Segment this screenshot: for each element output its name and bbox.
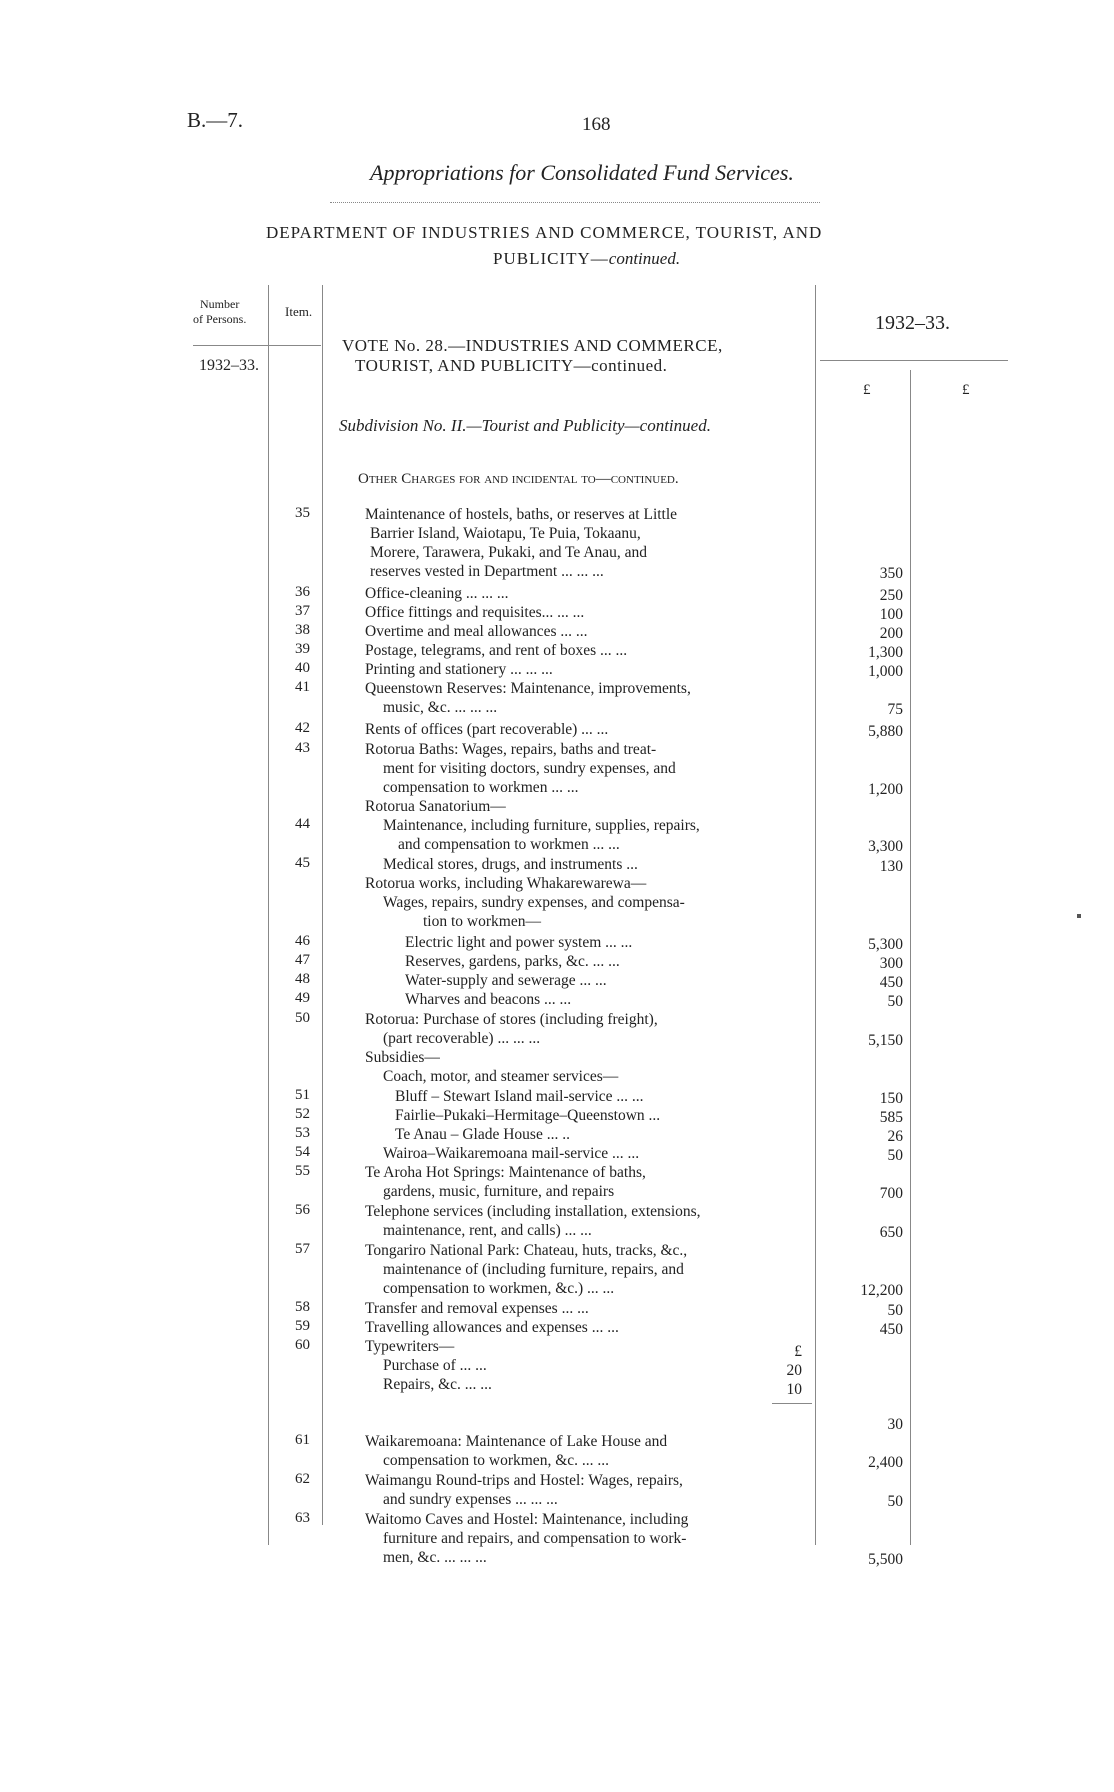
item-description: (part recoverable) ... ... ...: [383, 1030, 541, 1047]
vote-heading-line2: TOURIST, AND PUBLICITY—continued.: [355, 356, 668, 375]
item-description: Postage, telegrams, and rent of boxes ... ...: [365, 642, 628, 659]
item-number: 58: [295, 1299, 310, 1315]
item-description: ment for visiting doctors, sundry expenses, and: [383, 760, 676, 777]
item-number: 51: [295, 1087, 310, 1103]
item-description: Rotorua Baths: Wages, repairs, baths and treat-: [365, 741, 657, 758]
item-description: Coach, motor, and steamer services—: [383, 1068, 619, 1085]
department-continued: continued.: [608, 249, 681, 268]
persons-label-line1: Number: [200, 297, 240, 311]
item-amount: 75: [887, 701, 903, 718]
item-amount: 1,000: [868, 663, 903, 680]
item-description: Wairoa–Waikaremoana mail-service ... ...: [383, 1145, 640, 1162]
item-description: Electric light and power system ... ...: [405, 934, 633, 951]
pound-sign-col1: £: [863, 382, 871, 398]
item-description: furniture and repairs, and compensation to work-: [383, 1530, 687, 1547]
subdivision-heading: Subdivision No. II.—Tourist and Publicity—continued.: [339, 416, 711, 435]
pound-sign-col2: £: [962, 382, 970, 398]
item-column-header: Item.: [285, 304, 313, 319]
item-description: Medical stores, drugs, and instruments ...: [383, 856, 638, 873]
item-amount: 350: [879, 565, 903, 582]
item-amount: 5,880: [868, 723, 903, 740]
item-amount: 150: [879, 1090, 903, 1107]
item-description: Morere, Tarawera, Pukaki, and Te Anau, and: [370, 544, 648, 561]
item-number: 41: [295, 679, 310, 695]
rule-amount-right: [910, 370, 911, 1545]
item-number: 50: [295, 1010, 310, 1026]
item-number: 46: [295, 933, 310, 949]
item-description: Typewriters—: [365, 1338, 455, 1355]
item-description: Tongariro National Park: Chateau, huts, tracks, &c.,: [365, 1242, 688, 1259]
item-description: Reserves, gardens, parks, &c. ... ...: [405, 953, 620, 970]
item-description: maintenance, rent, and calls) ... ...: [383, 1222, 592, 1239]
item-amount: 5,150: [868, 1032, 903, 1049]
item-description: Water-supply and sewerage ... ...: [405, 972, 607, 989]
item-description: Waikaremoana: Maintenance of Lake House and: [365, 1433, 668, 1450]
item-description: and sundry expenses ... ... ...: [383, 1491, 558, 1508]
item-amount: 50: [887, 1147, 903, 1164]
item-amount: 100: [879, 606, 903, 623]
item-number: 61: [295, 1432, 310, 1448]
item-description: Wages, repairs, sundry expenses, and compensa-: [383, 894, 685, 911]
item-amount: 300: [879, 955, 903, 972]
item-description: Overtime and meal allowances ... ...: [365, 623, 588, 640]
item-description: Bluff – Stewart Island mail-service ... ...: [395, 1088, 644, 1105]
item-description: Queenstown Reserves: Maintenance, improvements,: [365, 680, 691, 697]
item-description: Telephone services (including installation, extensions,: [365, 1203, 701, 1220]
item-amount: 30: [887, 1416, 903, 1433]
item-amount: 50: [887, 1302, 903, 1319]
item-description: and compensation to workmen ... ...: [398, 836, 620, 853]
item-description: reserves vested in Department ... ... ...: [370, 563, 604, 580]
rule-title: [330, 202, 820, 203]
item-description: Maintenance of hostels, baths, or reserves at Little: [365, 506, 678, 523]
item-number: 59: [295, 1318, 310, 1334]
item-description: Maintenance, including furniture, supplies, repairs,: [383, 817, 700, 834]
rule-header-left: [193, 345, 321, 346]
item-amount: 2,400: [868, 1454, 903, 1471]
rule-desc-right: [815, 285, 816, 1545]
item-number: 44: [295, 816, 310, 832]
item-number: 56: [295, 1202, 310, 1218]
item-description: Purchase of ... ...: [383, 1357, 487, 1374]
persons-label-line2: of Persons.: [193, 312, 247, 326]
item-description: Fairlie–Pukaki–Hermitage–Queenstown ...: [395, 1107, 661, 1124]
item-description: compensation to workmen ... ...: [383, 779, 579, 796]
item-amount: 585: [879, 1109, 903, 1126]
item-description: Rotorua Sanatorium—: [365, 798, 506, 815]
item-description: Subsidies—: [365, 1049, 440, 1066]
item-amount: 1,200: [868, 781, 903, 798]
typewriters-purchase-amount: 20: [786, 1362, 802, 1379]
item-description: men, &c. ... ... ...: [383, 1549, 487, 1566]
item-description: Wharves and beacons ... ...: [405, 991, 572, 1008]
item-number: 37: [295, 603, 310, 619]
item-description: Waimangu Round-trips and Hostel: Wages, repairs,: [365, 1472, 683, 1489]
other-charges-heading: Other Charges for and incidental to—continued.: [358, 471, 679, 487]
item-description: Te Anau – Glade House ... ..: [395, 1126, 570, 1143]
item-amount: 450: [879, 974, 903, 991]
page-number: 168: [582, 114, 611, 135]
persons-column-header: [193, 297, 246, 327]
item-amount: 12,200: [860, 1282, 903, 1299]
department-heading-line2: [493, 249, 680, 269]
item-number: 49: [295, 990, 310, 1006]
document-reference: B.—7.: [187, 108, 244, 132]
item-description: compensation to workmen, &c. ... ...: [383, 1452, 609, 1469]
stray-mark: [1077, 914, 1081, 918]
item-description: compensation to workmen, &c.) ... ...: [383, 1280, 615, 1297]
item-description: Repairs, &c. ... ...: [383, 1376, 492, 1393]
item-description: Transfer and removal expenses ... ...: [365, 1300, 589, 1317]
item-number: 53: [295, 1125, 310, 1141]
rule-item-right: [322, 285, 323, 1525]
department-heading-text: PUBLICITY—: [493, 249, 609, 268]
item-description: tion to workmen—: [423, 913, 541, 930]
item-number: 54: [295, 1144, 310, 1160]
item-number: 38: [295, 622, 310, 638]
item-amount: 650: [879, 1224, 903, 1241]
rule-typewriters-total: [772, 1403, 812, 1404]
item-number: 43: [295, 740, 310, 756]
item-description: Rotorua: Purchase of stores (including freight),: [365, 1011, 658, 1028]
item-number: 52: [295, 1106, 310, 1122]
item-number: 35: [295, 505, 310, 521]
item-description: gardens, music, furniture, and repairs: [383, 1183, 615, 1200]
item-number: 45: [295, 855, 310, 871]
item-amount: 130: [879, 858, 903, 875]
item-number: 57: [295, 1241, 310, 1257]
persons-year-label: 1932–33.: [199, 357, 259, 374]
item-description: Office-cleaning ... ... ...: [365, 585, 509, 602]
item-number: 62: [295, 1471, 310, 1487]
item-amount: 5,300: [868, 936, 903, 953]
item-amount: 50: [887, 1493, 903, 1510]
item-amount: 250: [879, 587, 903, 604]
item-description: Te Aroha Hot Springs: Maintenance of baths,: [365, 1164, 646, 1181]
item-amount: 1,300: [868, 644, 903, 661]
item-description: Printing and stationery ... ... ...: [365, 661, 553, 678]
item-amount: 700: [879, 1185, 903, 1202]
amount-year-label: 1932–33.: [875, 312, 950, 334]
item-number: 39: [295, 641, 310, 657]
item-number: 63: [295, 1510, 310, 1526]
rule-item-left: [268, 285, 269, 1545]
item-number: 47: [295, 952, 310, 968]
item-number: 60: [295, 1337, 310, 1353]
page-title: Appropriations for Consolidated Fund Services.: [370, 160, 794, 185]
vote-heading-line1: VOTE No. 28.—INDUSTRIES AND COMMERCE,: [342, 336, 723, 355]
item-amount: 26: [887, 1128, 903, 1145]
item-number: 42: [295, 720, 310, 736]
item-amount: 50: [887, 993, 903, 1010]
item-description: Rents of offices (part recoverable) ... ...: [365, 721, 609, 738]
typewriters-repairs-amount: 10: [786, 1381, 802, 1398]
item-description: Office fittings and requisites... ... ...: [365, 604, 585, 621]
item-amount: 5,500: [868, 1551, 903, 1568]
item-number: 36: [295, 584, 310, 600]
item-amount: 3,300: [868, 838, 903, 855]
item-description: Barrier Island, Waiotapu, Te Puia, Tokaanu,: [370, 525, 641, 542]
item-description: maintenance of (including furniture, repairs, and: [383, 1261, 684, 1278]
item-number: 40: [295, 660, 310, 676]
item-number: 48: [295, 971, 310, 987]
item-description: music, &c. ... ... ...: [383, 699, 498, 716]
item-amount: 200: [879, 625, 903, 642]
item-description: Waitomo Caves and Hostel: Maintenance, including: [365, 1511, 689, 1528]
department-heading-line1: DEPARTMENT OF INDUSTRIES AND COMMERCE, TOURIST, AND: [266, 223, 823, 242]
item-number: 55: [295, 1163, 310, 1179]
typewriters-pound-sign: £: [794, 1343, 802, 1360]
item-description: Travelling allowances and expenses ... ...: [365, 1319, 619, 1336]
rule-header-right: [820, 360, 1008, 361]
item-description: Rotorua works, including Whakarewarewa—: [365, 875, 647, 892]
item-amount: 450: [879, 1321, 903, 1338]
